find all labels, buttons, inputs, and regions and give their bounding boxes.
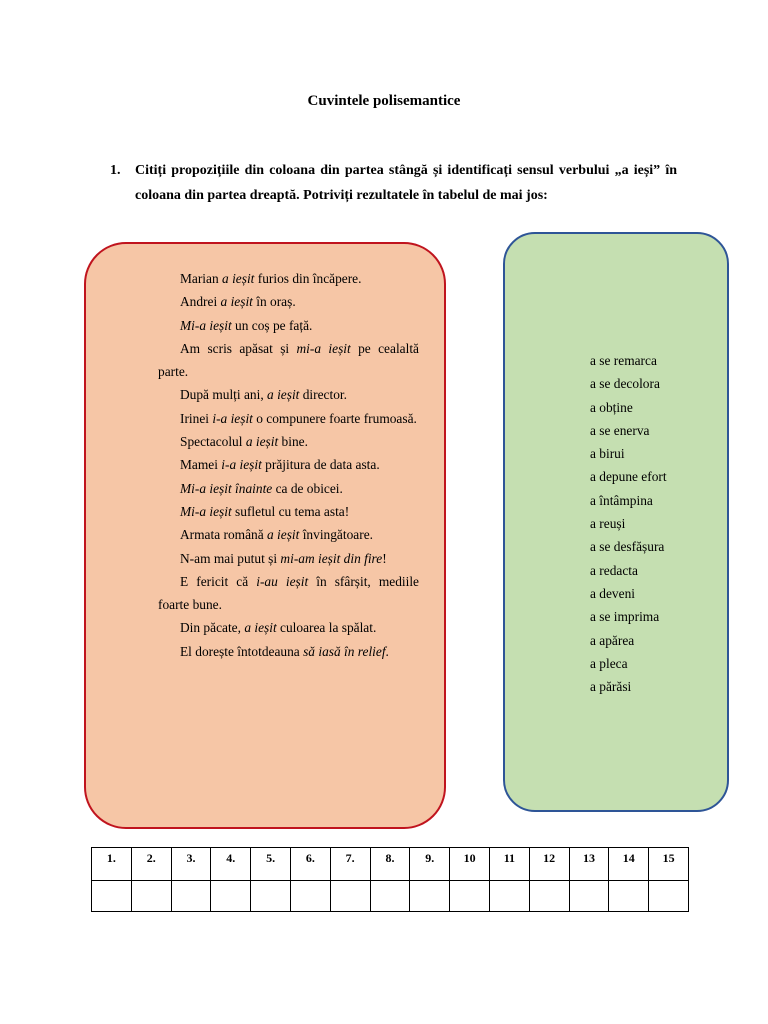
answer-header-cell: 3.: [171, 848, 211, 881]
sentence-item: Armata română a ieșit învingătoare.: [180, 527, 373, 543]
answer-table: [91, 847, 689, 912]
sentence-item: E fericit că i-au ieșit în sfârșit, mediile foarte bune.: [158, 573, 419, 613]
answer-table-input-row: [92, 881, 689, 912]
meaning-item: a întâmpina: [590, 492, 653, 508]
answer-cell[interactable]: [569, 881, 609, 912]
answer-cell[interactable]: [609, 881, 649, 912]
answer-header-cell: 13: [569, 848, 609, 881]
meaning-item: a părăsi: [590, 679, 632, 695]
meaning-item: a se remarca: [590, 353, 657, 368]
answer-cell[interactable]: [370, 881, 410, 912]
sentence-item: N-am mai putut și mi-am ieșit din fire!: [180, 550, 387, 566]
sentence-item: Din păcate, a ieșit culoarea la spălat.: [180, 620, 377, 636]
answer-header-cell: 8.: [370, 848, 410, 881]
sentence-item: Andrei a ieșit în oraș.: [180, 294, 296, 310]
meanings-list: [590, 349, 667, 698]
sentence-item: Mamei i-a ieșit prăjitura de data asta.: [180, 457, 380, 473]
sentence-item: Am scris apăsat și mi-a ieșit pe cealaltă parte.: [158, 340, 419, 380]
meaning-item: a birui: [590, 446, 625, 462]
meaning-item: a redacta: [590, 562, 638, 578]
answer-header-cell: 7.: [330, 848, 370, 881]
answer-cell[interactable]: [410, 881, 450, 912]
page-title: Cuvintele polisemantice: [307, 93, 461, 109]
sentence-item: Spectacolul a ieșit bine.: [180, 434, 308, 450]
sentence-item: Mi-a ieșit înainte ca de obicei.: [180, 480, 343, 496]
answer-cell[interactable]: [251, 881, 291, 912]
answer-cell[interactable]: [171, 881, 211, 912]
meaning-item: a obține: [590, 399, 633, 415]
answer-header-cell: 15: [649, 848, 689, 881]
sentence-item: Irinei i-a ieșit o compunere foarte frumoasă.: [180, 410, 417, 426]
answer-cell[interactable]: [290, 881, 330, 912]
answer-header-cell: 10: [450, 848, 490, 881]
sentence-item: Mi-a ieșit un coș pe față.: [180, 317, 313, 333]
sentence-item: Mi-a ieșit sufletul cu tema asta!: [180, 503, 350, 519]
answer-cell[interactable]: [450, 881, 490, 912]
answer-cell[interactable]: [330, 881, 370, 912]
answer-cell[interactable]: [529, 881, 569, 912]
meaning-item: a se enerva: [590, 422, 650, 438]
answer-header-cell: 11: [489, 848, 529, 881]
answer-cell[interactable]: [211, 881, 251, 912]
instruction-number: 1.: [110, 163, 121, 178]
answer-header-cell: 6.: [290, 848, 330, 881]
instruction-text: Citiți propozițiile din coloana din partea stângă și identificați sensul verbului „a ieși” în coloana din partea dreaptă. Potriviți rezultatele în tabelul de mai jos:: [135, 163, 677, 203]
sentence-item: El dorește întotdeauna să iasă în relief.: [180, 643, 389, 659]
sentences-list: [158, 267, 419, 663]
sentence-item: După mulți ani, a ieșit director.: [180, 387, 347, 403]
answer-cell[interactable]: [131, 881, 171, 912]
sentence-item: Marian a ieșit furios din încăpere.: [180, 271, 362, 286]
answer-header-cell: 14: [609, 848, 649, 881]
answer-header-cell: 5.: [251, 848, 291, 881]
answer-cell[interactable]: [489, 881, 529, 912]
meaning-item: a se desfășura: [590, 539, 665, 555]
answer-header-cell: 2.: [131, 848, 171, 881]
meaning-item: a pleca: [590, 655, 628, 671]
answer-cell[interactable]: [92, 881, 132, 912]
answer-header-cell: 4.: [211, 848, 251, 881]
meaning-item: a depune efort: [590, 469, 667, 485]
answer-header-cell: 12: [529, 848, 569, 881]
answer-header-cell: 9.: [410, 848, 450, 881]
meaning-item: a deveni: [590, 585, 635, 601]
meaning-item: a apărea: [590, 632, 635, 648]
answer-table-header-row: [92, 848, 689, 881]
answer-cell[interactable]: [649, 881, 689, 912]
meaning-item: a se decolora: [590, 376, 660, 392]
instruction: [112, 158, 677, 208]
answer-header-cell: 1.: [92, 848, 132, 881]
meaning-item: a se imprima: [590, 609, 660, 625]
meaning-item: a reuși: [590, 516, 626, 532]
